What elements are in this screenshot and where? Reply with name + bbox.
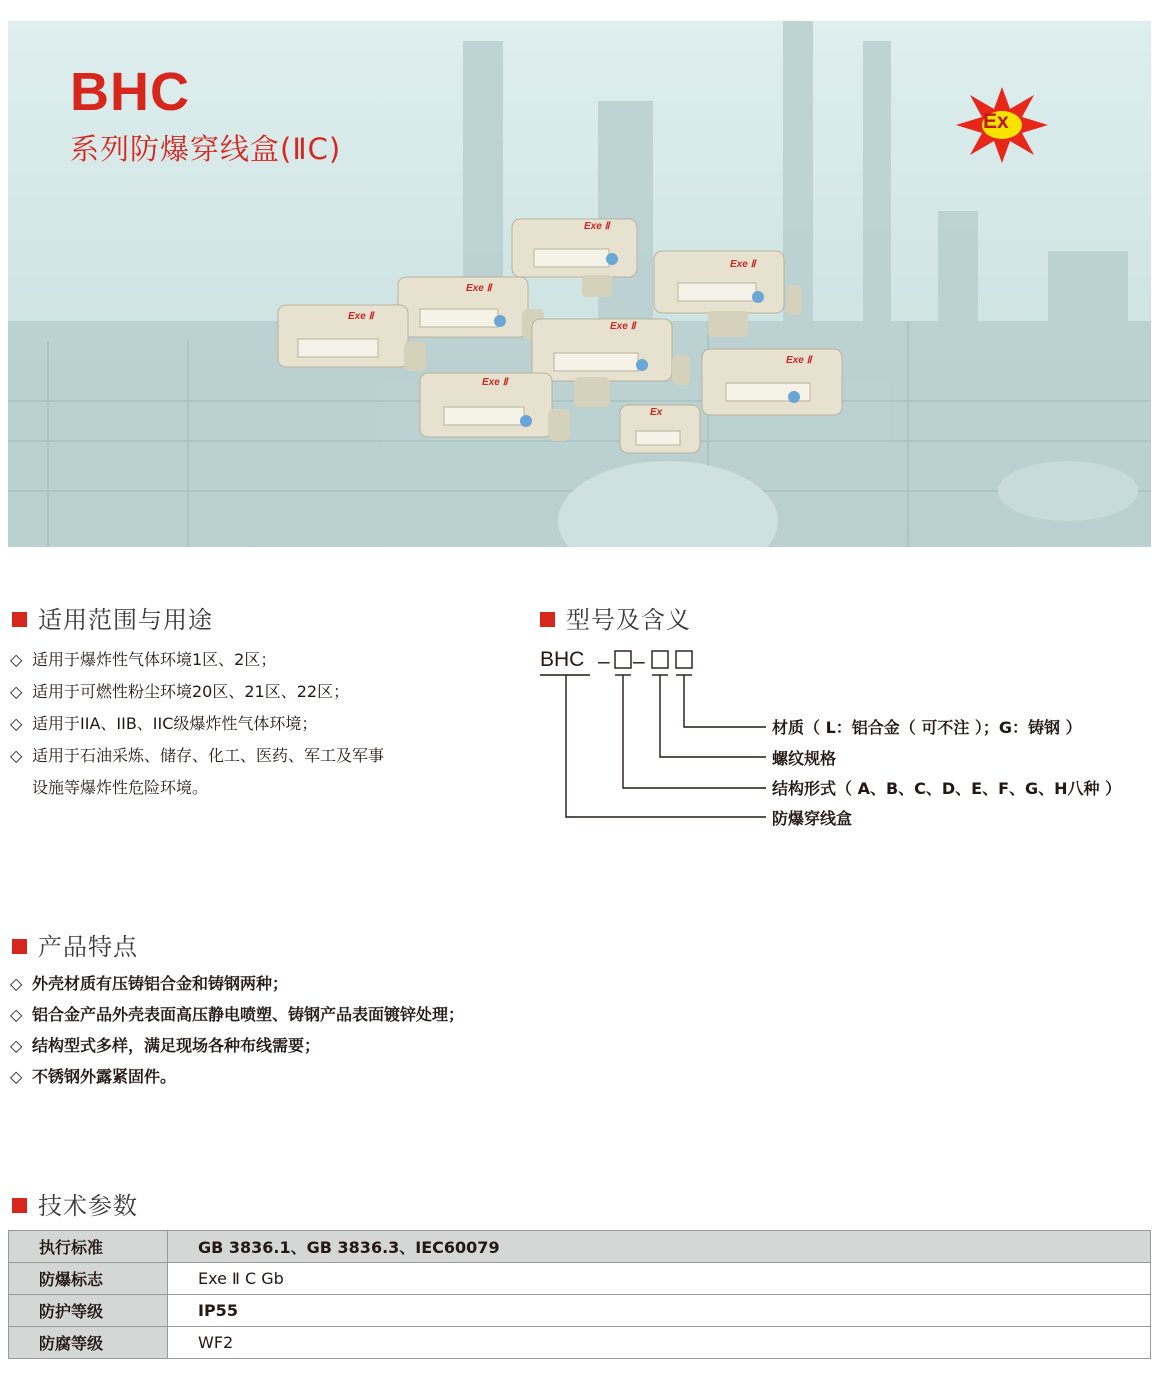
features-title-text: 产品特点 (38, 933, 138, 961)
section-marker-icon (12, 1198, 27, 1213)
legend-structure: 结构形式（ A、B、C、D、E、F、G、H八种 ） (772, 779, 1122, 798)
box-label: Exe Ⅱ (730, 259, 756, 270)
spec-key: 防腐等级 (9, 1327, 168, 1359)
table-row (9, 1263, 1151, 1295)
spec-key: 防爆标志 (9, 1263, 168, 1295)
diamond-bullet-icon: ◇ (10, 714, 23, 733)
code-dash: – (633, 650, 645, 673)
list-item-text: 铝合金产品外壳表面高压静电喷塑、铸钢产品表面镀锌处理； (32, 1005, 465, 1024)
diamond-bullet-icon: ◇ (10, 746, 23, 765)
features-list (10, 968, 464, 1092)
placeholder-box-icon (652, 651, 668, 668)
specs-title-text: 技术参数 (38, 1192, 138, 1220)
list-item (10, 644, 384, 676)
model-title-text: 型号及含义 (566, 606, 691, 634)
model-code-prefix: BHC (540, 648, 585, 671)
box-label: Exe Ⅱ (786, 355, 812, 366)
hero-banner (8, 21, 1151, 547)
usage-list (10, 644, 384, 804)
list-item-text: 适用于爆炸性气体环境1区、2区； (32, 650, 277, 669)
spec-value: IP55 (168, 1295, 1151, 1327)
list-item-text: 适用于可燃性粉尘环境20区、21区、22区； (32, 682, 350, 701)
model-code-diagram (540, 646, 780, 826)
list-item-continuation: 设施等爆炸性危险环境。 (32, 778, 209, 797)
features-section-title (12, 927, 138, 962)
list-item (10, 740, 384, 772)
diamond-bullet-icon: ◇ (10, 1036, 23, 1055)
spec-key: 防护等级 (9, 1295, 168, 1327)
junction-box-product (614, 397, 714, 467)
ex-badge-text: Ex (983, 110, 1009, 133)
list-item-text: 结构型式多样，满足现场各种布线需要； (32, 1036, 321, 1055)
spec-value: Exe Ⅱ C Gb (168, 1263, 1151, 1295)
usage-title-text: 适用范围与用途 (38, 606, 213, 634)
list-item (10, 1030, 464, 1061)
table-row (9, 1295, 1151, 1327)
spec-value: WF2 (168, 1327, 1151, 1359)
diamond-bullet-icon: ◇ (10, 650, 23, 669)
list-item (10, 708, 384, 740)
model-section-title (540, 600, 691, 635)
junction-box-product (698, 341, 858, 437)
product-subtitle: 系列防爆穿线盒(ⅡC) (70, 132, 342, 166)
box-label: Ex (650, 407, 663, 418)
list-item-text: 不锈钢外露紧固件。 (32, 1067, 177, 1086)
legend-material: 材质（ L：铝合金（ 可不注 ）；G：铸钢 ） (772, 718, 1082, 737)
box-label: Exe Ⅱ (466, 283, 492, 294)
list-item-text: 适用于IIA、IIB、IIC级爆炸性气体环境； (32, 714, 318, 733)
list-item-text: 外壳材质有压铸铝合金和铸钢两种； (32, 974, 289, 993)
diamond-bullet-icon: ◇ (10, 682, 23, 701)
placeholder-box-icon (615, 651, 631, 668)
usage-section-title (12, 600, 213, 635)
list-item (10, 676, 384, 708)
diamond-bullet-icon: ◇ (10, 1067, 23, 1086)
brand-title: BHC (70, 62, 190, 122)
table-row (9, 1231, 1151, 1263)
list-item (10, 999, 464, 1030)
table-row (9, 1327, 1151, 1359)
specs-table (8, 1230, 1151, 1359)
section-marker-icon (12, 612, 27, 627)
section-marker-icon (540, 612, 555, 627)
legend-product: 防爆穿线盒 (772, 809, 853, 828)
diamond-bullet-icon: ◇ (10, 1005, 23, 1024)
code-dash: – (598, 650, 610, 673)
diamond-bullet-icon: ◇ (10, 974, 23, 993)
box-label: Exe Ⅱ (584, 221, 610, 232)
box-label: Exe Ⅱ (610, 321, 636, 332)
spec-key: 执行标准 (9, 1231, 168, 1263)
placeholder-box-icon (676, 651, 692, 668)
box-label: Exe Ⅱ (482, 377, 508, 388)
section-marker-icon (12, 939, 27, 954)
spec-value: GB 3836.1、GB 3836.3、IEC60079 (168, 1231, 1151, 1263)
list-item (10, 1061, 464, 1092)
list-item-text: 适用于石油采炼、储存、化工、医药、军工及军事 (32, 746, 385, 765)
box-label: Exe Ⅱ (348, 311, 374, 322)
list-item (10, 968, 464, 999)
legend-thread: 螺纹规格 (772, 749, 837, 768)
specs-section-title (12, 1186, 138, 1221)
